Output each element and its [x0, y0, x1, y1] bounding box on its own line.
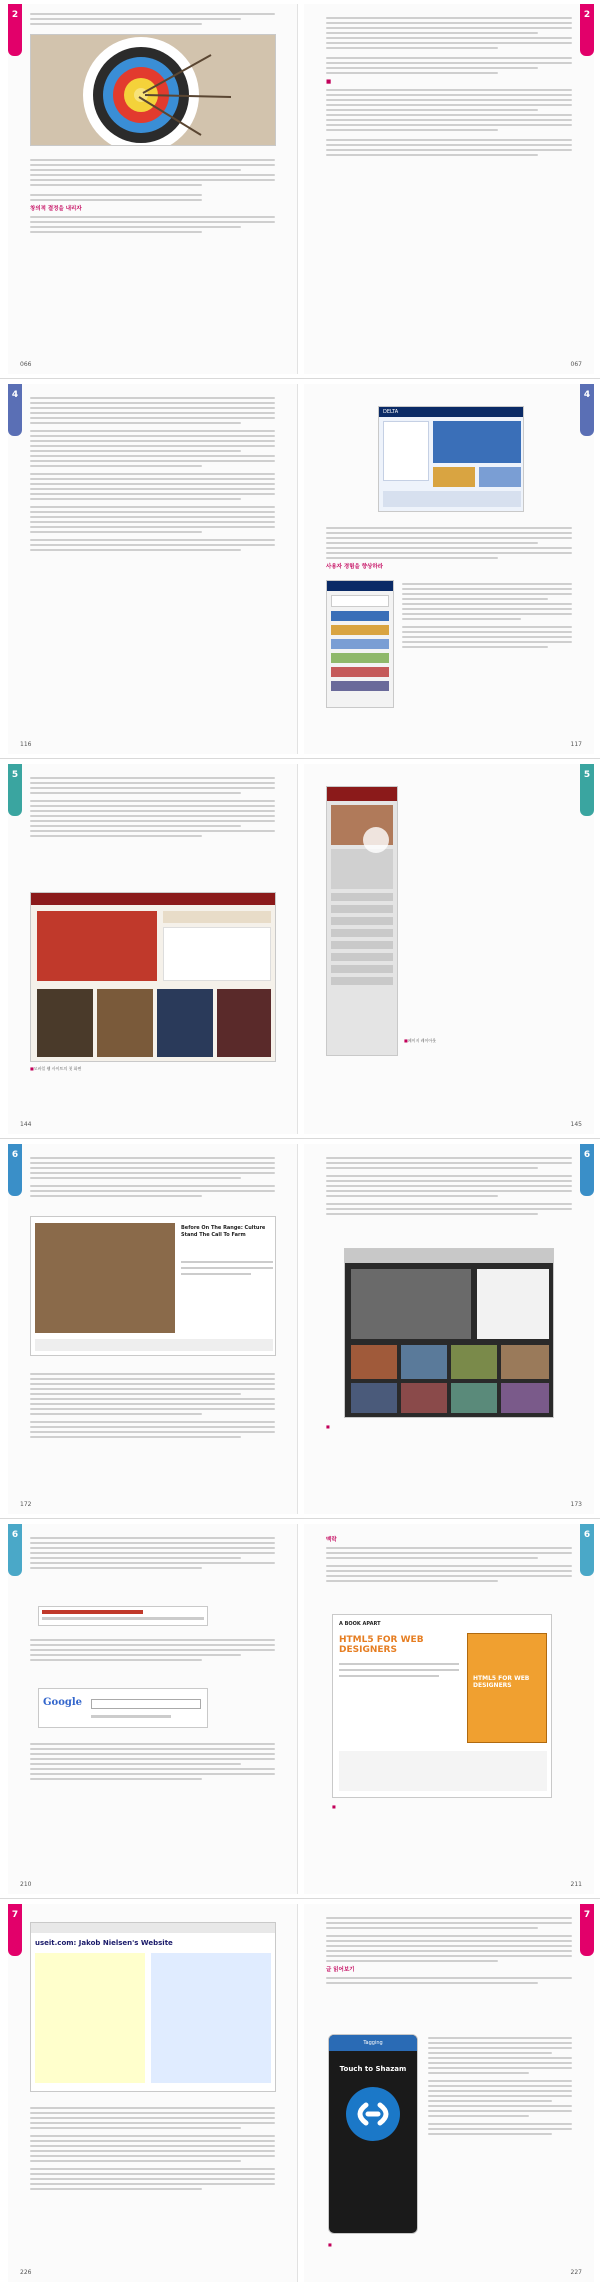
body-text: [30, 394, 275, 554]
spread-5: [4, 1524, 596, 1894]
body-text: [30, 1534, 275, 1572]
shazam-logo-icon: [346, 2087, 400, 2141]
page-left: [8, 1524, 298, 1894]
chapter-number: 6: [11, 1530, 19, 1540]
chapter-number: 7: [11, 1910, 19, 1920]
html5-book-page-screenshot: [332, 1614, 552, 1798]
tagging-header: Tagging: [329, 2035, 417, 2051]
page-number: 116: [20, 741, 32, 748]
delta-website-screenshot: [378, 406, 524, 512]
body-text: [326, 524, 572, 574]
article-headline: Before On The Range: Culture Stand The Call To Farm: [181, 1225, 266, 1238]
google-logo: Google: [43, 1697, 83, 1708]
chapter-number: 6: [583, 1150, 591, 1160]
body-text: [30, 1740, 275, 1783]
chapter-number: 4: [583, 390, 591, 400]
search-result-snippet: [38, 1606, 208, 1626]
body-text: [402, 580, 572, 651]
section-heading: 사용자 경험을 향상하라: [326, 564, 383, 570]
page-number: 226: [20, 2269, 32, 2276]
page-number: 211: [570, 1881, 582, 1888]
farm-article-screenshot: [30, 1216, 276, 1356]
page-number: 172: [20, 1501, 32, 1508]
page-number: 173: [570, 1501, 582, 1508]
body-text: [326, 1532, 572, 1585]
spread-2: [4, 384, 596, 754]
body-text: [30, 156, 275, 236]
chapter-number: 2: [583, 10, 591, 20]
chapter-tab: [580, 764, 594, 816]
page-right: [304, 1904, 594, 2282]
page-right: [304, 1524, 594, 1894]
chapter-tab: [8, 764, 22, 816]
phone-layout-screenshot: [326, 786, 398, 1056]
spread-3: [4, 764, 596, 1134]
page-number: 117: [570, 741, 582, 748]
chapter-number: 5: [583, 770, 591, 780]
figure-caption: [326, 1424, 330, 1429]
mobile-website-screenshot: [30, 892, 276, 1062]
shazam-phone-screenshot: [328, 2034, 418, 2234]
figure-caption: [332, 1804, 336, 1809]
figure-caption: ■ 모바일 웹 사이트의 첫 화면: [30, 1066, 81, 1071]
spread-4: [4, 1144, 596, 1514]
page-number: 144: [20, 1121, 32, 1128]
site-brand: DELTA: [379, 407, 523, 417]
page-right: [304, 1144, 594, 1514]
page-right: [304, 764, 594, 1134]
useit-website-screenshot: [30, 1922, 276, 2092]
body-text: [30, 1154, 275, 1200]
google-search-screenshot: [38, 1688, 208, 1728]
shazam-prompt: Touch to Shazam: [339, 2065, 407, 2073]
mobile-site-screenshot: [326, 580, 394, 708]
spread-1: [4, 4, 596, 374]
page-left: [8, 4, 298, 374]
site-title: useit.com: Jakob Nielsen's Website: [35, 1939, 173, 1947]
page-number: 067: [570, 361, 582, 368]
chapter-tab: [580, 384, 594, 436]
page-number: 145: [570, 1121, 582, 1128]
body-text: [30, 1636, 275, 1664]
page-left: [8, 384, 298, 754]
body-text: [30, 2104, 275, 2193]
spread-6: [4, 1904, 596, 2282]
page-number: 066: [20, 361, 32, 368]
page-right: [304, 384, 594, 754]
chapter-tab: [580, 1904, 594, 1956]
body-text: [30, 10, 275, 28]
page-number: 227: [570, 2269, 582, 2276]
chapter-number: 4: [11, 390, 19, 400]
page-right: [304, 4, 594, 374]
page-number: 210: [20, 1881, 32, 1888]
chapter-number: 6: [583, 1530, 591, 1540]
body-text: [326, 1154, 572, 1218]
chapter-tab: [8, 1524, 22, 1576]
body-text: [326, 1914, 572, 1987]
sub-heading: ■: [326, 79, 332, 85]
chapter-number: 7: [583, 1910, 591, 1920]
section-heading: 맥락: [326, 1537, 337, 1543]
publisher-name: A BOOK APART: [339, 1621, 381, 1627]
chapter-tab: [8, 4, 22, 56]
body-text: [326, 14, 572, 159]
book-title: HTML5 FOR WEB DESIGNERS: [339, 1635, 424, 1655]
chapter-tab: [8, 384, 22, 436]
body-text: [30, 774, 275, 840]
chapter-number: 2: [11, 10, 19, 20]
body-text: [428, 2034, 572, 2138]
body-text: [30, 1370, 275, 1441]
chapter-tab: [580, 1524, 594, 1576]
chapter-tab: [580, 4, 594, 56]
section-heading: 글 읽어보기: [326, 1967, 355, 1973]
chapter-tab: [8, 1904, 22, 1956]
page-left: [8, 764, 298, 1134]
section-heading: 창의적 결정을 내리자: [30, 206, 82, 212]
page-left: [8, 1144, 298, 1514]
figure-caption: ■ 페이지 레이아웃: [404, 1038, 564, 1043]
chapter-number: 5: [11, 770, 19, 780]
figure-caption: [328, 2242, 332, 2247]
tablet-video-app-screenshot: [344, 1248, 554, 1418]
chapter-tab: [580, 1144, 594, 1196]
chapter-tab: [8, 1144, 22, 1196]
chapter-number: 6: [11, 1150, 19, 1160]
archery-target-photo: [30, 34, 276, 146]
page-left: [8, 1904, 298, 2282]
cover-title: HTML5 FOR WEB DESIGNERS: [473, 1675, 530, 1689]
